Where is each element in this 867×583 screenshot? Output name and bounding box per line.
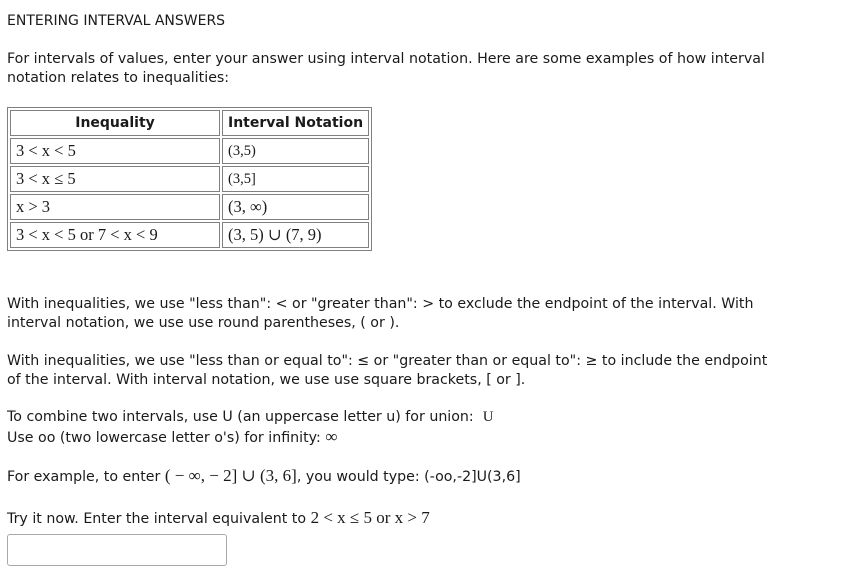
example-line	[7, 466, 521, 487]
equal-line-2: of the interval. With interval notation, we use use square brackets, [ or ].	[7, 372, 526, 388]
infinity-line	[7, 427, 337, 448]
example-middle: , you would type:	[296, 469, 420, 485]
interval-cell: (3,5]	[222, 166, 369, 192]
header-interval-notation: Interval Notation	[222, 110, 369, 136]
interval-cell: (3, ∞)	[222, 194, 369, 220]
intro-line-2: notation relates to inequalities:	[7, 70, 230, 86]
interval-cell: (3, 5) ∪ (7, 9)	[222, 222, 369, 248]
table-row	[10, 138, 369, 164]
inequality-cell: x > 3	[10, 194, 220, 220]
less-than-line-2: interval notation, we use use round parentheses, ( or ).	[7, 315, 400, 331]
intro-line-1: For intervals of values, enter your answer using interval notation. Here are some examples of how interval	[7, 51, 765, 67]
header-inequality: Inequality	[10, 110, 220, 136]
inequality-cell: 3 < x < 5	[10, 138, 220, 164]
example-math: ( − ∞, − 2] ∪ (3, 6]	[164, 466, 297, 485]
try-it-line	[7, 508, 430, 529]
interval-examples-table	[7, 107, 372, 251]
try-it-prefix: Try it now. Enter the interval equivalent to	[7, 511, 307, 527]
example-typed: (-oo,-2]U(3,6]	[424, 469, 521, 485]
interval-cell: (3,5)	[222, 138, 369, 164]
table-header-row	[10, 110, 369, 136]
union-symbol: U	[482, 409, 494, 425]
infinity-symbol: ∞	[325, 427, 338, 446]
table-row	[10, 166, 369, 192]
try-it-math: 2 < x ≤ 5 or x > 7	[310, 508, 430, 527]
less-than-line-1: With inequalities, we use "less than": < or "greater than": > to exclude the endpoint of the interval. With	[7, 296, 754, 312]
table-row	[10, 222, 369, 248]
example-prefix: For example, to enter	[7, 469, 161, 485]
inequality-cell: 3 < x < 5 or 7 < x < 9	[10, 222, 220, 248]
page-title: ENTERING INTERVAL ANSWERS	[7, 13, 226, 29]
equal-line-1: With inequalities, we use "less than or equal to": ≤ or "greater than or equal to": ≥ to include the endpoint	[7, 353, 768, 369]
inequality-cell: 3 < x ≤ 5	[10, 166, 220, 192]
table-row	[10, 194, 369, 220]
infinity-text: Use oo (two lowercase letter o's) for infinity:	[7, 430, 321, 446]
union-text: To combine two intervals, use U (an uppercase letter u) for union:	[7, 409, 474, 425]
answer-input[interactable]	[7, 534, 227, 566]
union-line	[7, 408, 494, 427]
